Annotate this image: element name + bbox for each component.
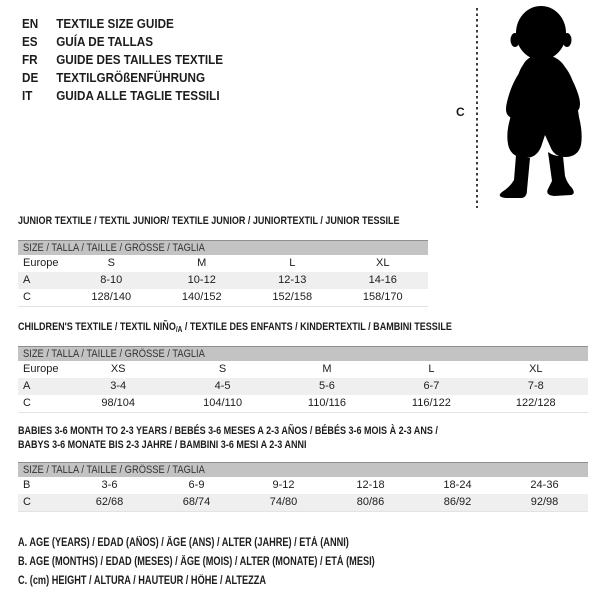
table-row: [18, 361, 588, 378]
size-table: [18, 462, 588, 512]
table-row: [18, 477, 588, 494]
table-cell: 6-9: [188, 479, 205, 491]
language-row: [22, 15, 223, 33]
table-cell: 86/92: [443, 496, 472, 508]
table-cell: 122/128: [515, 397, 556, 409]
language-title: GUÍA DE TALLAS: [56, 34, 154, 49]
table-cell: 4-5: [214, 380, 231, 392]
section-title: [18, 320, 485, 335]
table-cell: 3-6: [101, 479, 118, 491]
table-cell: 24-36: [530, 479, 559, 491]
table-cell: 140/152: [181, 291, 222, 303]
row-label: A: [23, 380, 31, 392]
table-cell: XL: [529, 363, 543, 375]
size-table: [18, 346, 588, 413]
toddler-silhouette-icon: [487, 5, 597, 207]
size-header-bar: [18, 462, 588, 477]
section-title-line: BABIES 3-6 MONTH TO 2-3 YEARS / BEBÉS 3-6 MESES A 2-3 AÑOS / BÉBÉS 3-6 MOIS À 2-3 ANS /: [18, 425, 438, 437]
language-title: GUIDE DES TAILLES TEXTILE: [56, 52, 224, 67]
table-cell: 104/110: [203, 397, 243, 409]
table-cell: 18-24: [443, 479, 472, 491]
size-table: [18, 240, 428, 307]
table-cell: 12-13: [278, 274, 307, 286]
table-cell: S: [218, 363, 227, 375]
table-cell: 8-10: [100, 274, 123, 286]
table-cell: 7-8: [527, 380, 544, 392]
table-row: [18, 494, 588, 511]
table-cell: M: [197, 257, 207, 269]
row-label: C: [23, 291, 31, 303]
table-cell: M: [322, 363, 332, 375]
height-dotted-line: [476, 8, 478, 208]
table-cell: 74/80: [269, 496, 298, 508]
language-list: [22, 15, 245, 105]
table-cell: S: [107, 257, 115, 269]
size-header-label: SIZE / TALLA / TAILLE / GRÖSSE / TAGLIA: [23, 242, 205, 254]
section-title-line: JUNIOR TEXTILE / TEXTIL JUNIOR/ TEXTILE JUNIOR / JUNIORTEXTIL / JUNIOR TESSILE: [18, 215, 400, 227]
row-label: B: [23, 479, 31, 491]
language-code: DE: [22, 70, 39, 85]
row-label: A: [23, 274, 31, 286]
language-code: ES: [22, 34, 38, 49]
language-code: EN: [22, 16, 39, 31]
language-title: GUIDA ALLE TAGLIE TESSILI: [56, 88, 220, 103]
table-cell: 14-16: [368, 274, 397, 286]
section-title: [18, 424, 485, 452]
table-cell: 9-12: [272, 479, 295, 491]
table-rows: [18, 361, 588, 413]
table-row: [18, 378, 588, 395]
table-cell: L: [289, 257, 296, 269]
table-rows: [18, 255, 428, 307]
size-header-bar: [18, 240, 428, 255]
size-header-bar: [18, 346, 588, 361]
footnotes: [18, 534, 464, 591]
table-cell: 12-18: [356, 479, 385, 491]
language-title: TEXTILGRÖßENFÜHRUNG: [56, 70, 206, 85]
table-row: [18, 289, 428, 306]
footnote: B. AGE (MONTHS) / EDAD (MESES) / ÂGE (MOIS) / ALTER (MONATE) / ETÀ (MESI): [18, 556, 375, 568]
table-row: [18, 272, 428, 289]
language-title: TEXTILE SIZE GUIDE: [56, 16, 174, 31]
table-cell: 5-6: [319, 380, 335, 392]
language-row: [22, 33, 223, 51]
section-title: [18, 214, 400, 228]
table-cell: 92/98: [530, 496, 559, 508]
table-cell: 128/140: [91, 291, 132, 303]
table-rows: [18, 477, 588, 512]
table-row: [18, 255, 428, 272]
language-row: [22, 69, 223, 87]
table-cell: 62/68: [95, 496, 124, 508]
footnote: A. AGE (YEARS) / EDAD (AÑOS) / ÂGE (ANS) / ALTER (JAHRE) / ETÀ (ANNI): [18, 537, 349, 549]
language-row: [22, 51, 223, 69]
table-cell: 152/158: [272, 291, 313, 303]
size-header-label: SIZE / TALLA / TAILLE / GRÖSSE / TAGLIA: [23, 464, 205, 476]
table-cell: 10-12: [187, 274, 216, 286]
language-row: [22, 87, 223, 105]
table-row: [18, 395, 588, 412]
table-cell: 158/170: [362, 291, 403, 303]
language-code: IT: [22, 88, 33, 103]
size-header-label: SIZE / TALLA / TAILLE / GRÖSSE / TAGLIA: [23, 348, 205, 360]
row-label: Europe: [23, 257, 59, 269]
table-cell: 110/116: [307, 397, 347, 409]
footnote: C. (cm) HEIGHT / ALTURA / HAUTEUR / HÖHE / ALTEZZA: [18, 575, 267, 587]
table-cell: XL: [376, 257, 390, 269]
table-cell: 68/74: [182, 496, 211, 508]
table-cell: 98/104: [101, 397, 136, 409]
table-cell: 80/86: [356, 496, 385, 508]
section-title-line: CHILDREN'S TEXTILE / TEXTIL $NIÑO_{/A}$ / TEXTILE DES ENFANTS / KINDERTEXTIL / BAMBINI TESSILE: [18, 321, 452, 334]
section-junior-textile: [18, 214, 428, 307]
table-cell: L: [428, 363, 435, 375]
language-code: FR: [22, 52, 38, 67]
height-label: C: [456, 105, 465, 119]
table-cell: 116/122: [411, 397, 451, 409]
section-babies-textile: [18, 424, 588, 512]
table-cell: XS: [110, 363, 126, 375]
table-cell: 3-4: [110, 380, 127, 392]
section-children-textile: [18, 320, 588, 413]
row-label: Europe: [23, 363, 59, 375]
row-label: C: [23, 496, 31, 508]
section-title-line: BABYS 3-6 MONATE BIS 2-3 JAHRE / BAMBINI 3-6 MESI A 2-3 ANNI: [18, 439, 307, 451]
row-label: C: [23, 397, 31, 409]
table-cell: 6-7: [423, 380, 440, 392]
